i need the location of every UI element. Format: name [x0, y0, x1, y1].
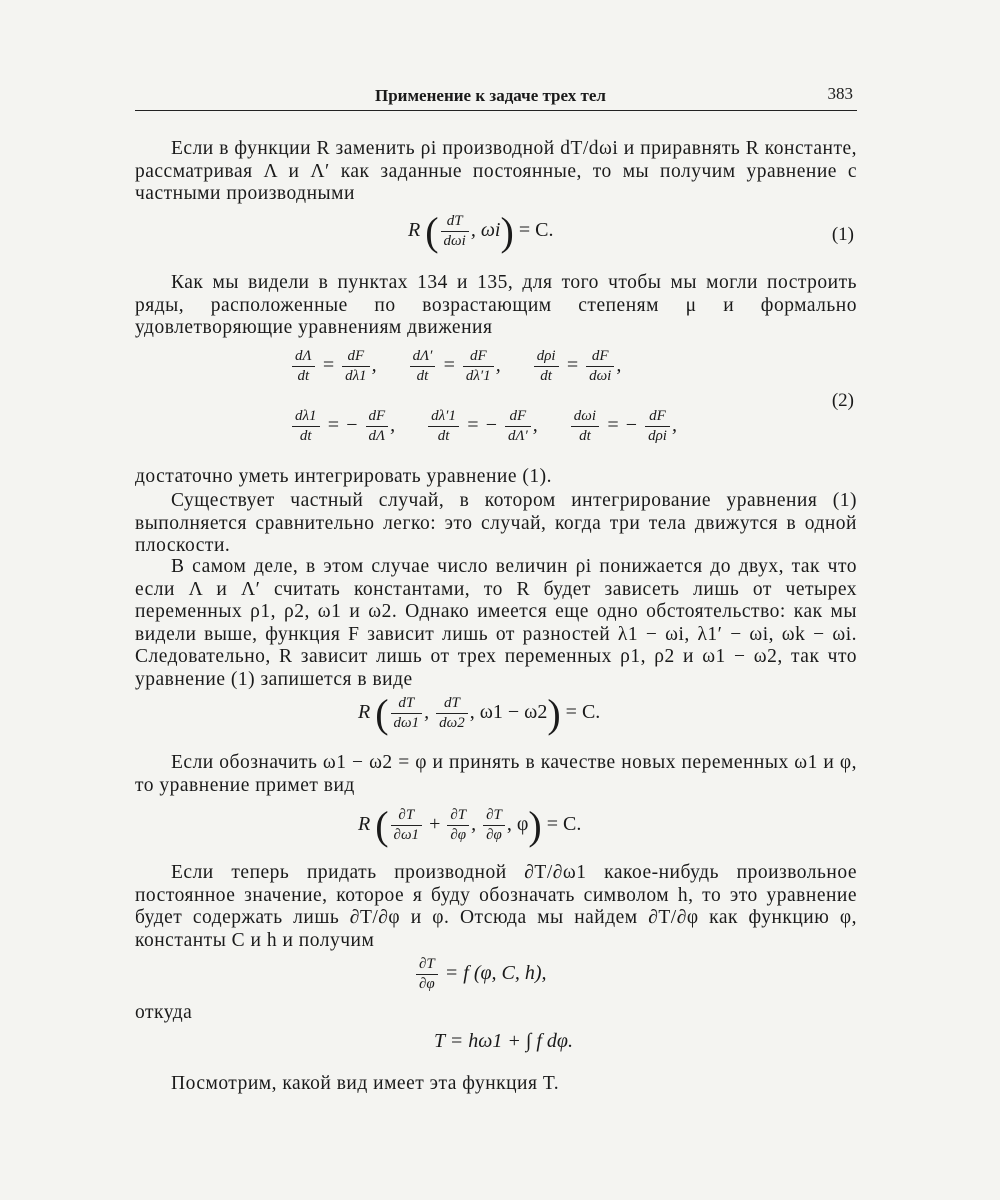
paragraph-2: Как мы видели в пунктах 134 и 135, для того чтобы мы могли построить ряды, расположенные по возрастающим степеням μ и формально удовлетворяющие уравнениям движения — [135, 272, 857, 338]
eq2-r1-term-3: $\frac{\text{dρi}}{dt}$ = $\frac{dF}{\text{dωi}}$ , — [532, 348, 622, 385]
paragraph-6: Если обозначить ω1 − ω2 = φ и принять в качестве новых переменных ω1 и φ, то уравнение примет вид — [135, 752, 857, 796]
eq1-rhs: = C. — [518, 219, 554, 242]
eq1-arg: , ωi — [470, 219, 501, 242]
equation-5: $\frac{\partial T}{\partial\varphi}$ = f (φ, C, h), — [414, 956, 547, 993]
eq2-r1-term-1: $\frac{d\Lambda}{dt}$ = $\frac{dF}{d\lambda 1}$ , — [290, 348, 377, 385]
equation-2-label: (2) — [831, 390, 854, 411]
equation-2-row-2 — [290, 408, 703, 445]
equation-4: R ( $\frac{\partial T}{\partial\omega 1}$ + $\frac{\partial T}{\partial\varphi}$ , $\frac{\partial T}{\partial\varphi}$ , φ) = C. — [358, 803, 582, 848]
page-number: 383 — [827, 84, 853, 103]
eq2-r2-term-1: $\frac{d\lambda 1}{dt}$ = − $\frac{dF}{d\Lambda}$ , — [290, 408, 395, 445]
equation-3: R ( $\frac{dT}{d\omega 1}$ , $\frac{dT}{d\omega 2}$ , ω1 − ω2) = C. — [358, 691, 601, 736]
eq2-r1-term-2: $\frac{d\Lambda'}{dt}$ = $\frac{dF}{d\lambda'1}$ , — [408, 348, 501, 385]
equation-2-row-1 — [290, 348, 647, 385]
page-header — [135, 84, 857, 111]
paragraph-4: Существует частный случай, в котором интегрирование уравнения (1) выполняется сравнительно легко: это случай, когда три тела движутся в одной плоскости. — [135, 490, 857, 556]
paragraph-9: Посмотрим, какой вид имеет эта функция T. — [171, 1073, 560, 1094]
eq2-r2-term-2: $\frac{d\lambda'1}{dt}$ = − $\frac{dF}{d\Lambda'}$ , — [426, 408, 538, 445]
eq1-lhs: R — [408, 219, 421, 242]
equation-1: R ( $\frac{dT}{\text{dωi}}$ , ωi) = C. — [408, 209, 554, 254]
paragraph-5: В самом деле, в этом случае число величин ρi понижается до двух, так что если Λ и Λ′ считать константами, то R будет зависеть лишь от четырех переменных ρ1, ρ2, ω1 и ω2. Однако имеется еще одно обстоятельство: как мы видели выше, функция F зависит лишь от разностей λ1 − ωi, λ1′ − ωi, ωk − ωi. Следовательно, R зависит лишь от трех переменных ρ1, ρ2 и ω1 − ω2, так что уравнение (1) запишется в виде — [135, 556, 857, 690]
eq1-fraction: $\frac{dT}{\text{dωi}}$ — [441, 213, 469, 250]
paragraph-8: откуда — [135, 1002, 193, 1023]
equation-6: T = hω1 + ∫ f dφ. — [434, 1030, 573, 1052]
paragraph-3: достаточно уметь интегрировать уравнение (1). — [135, 466, 552, 487]
paragraph-1: Если в функции R заменить ρi производной dT/dωi и приравнять R константе, рассматривая Λ и Λ′ как заданные постоянные, то мы получим уравнение с частными производными — [135, 138, 857, 204]
eq2-r2-term-3: $\frac{\text{dωi}}{dt}$ = − $\frac{dF}{\text{dρi}}$ , — [569, 408, 677, 445]
running-title: Применение к задаче трех тел — [375, 86, 606, 105]
paragraph-7: Если теперь придать производной ∂T/∂ω1 какое-нибудь произвольное постоянное значение, которое я буду обозначать символом h, то это уравнение будет содержать лишь ∂T/∂φ и φ. Отсюда мы найдем ∂T/∂φ как функцию φ, константы C и h и получим — [135, 862, 857, 951]
equation-1-label: (1) — [831, 224, 854, 245]
